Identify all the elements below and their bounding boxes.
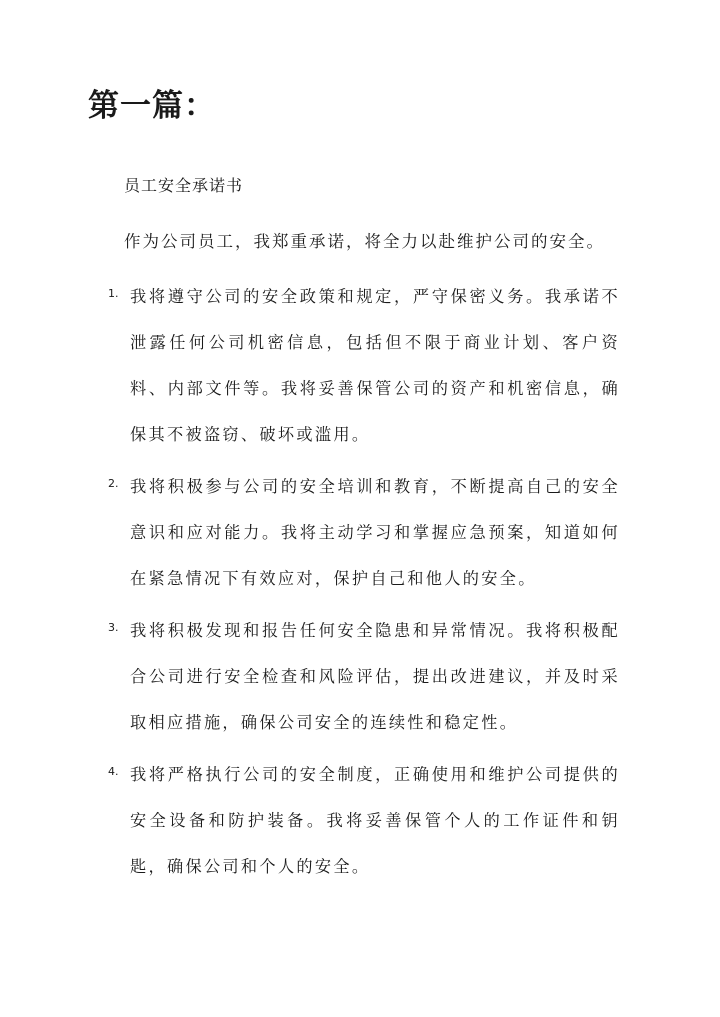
list-item-number: 2. (108, 477, 119, 490)
list-item-text: 我将积极发现和报告任何安全隐患和异常情况。我将积极配合公司进行安全检查和风险评估，提出改进建议，并及时采取相应措施，确保公司安全的连续性和稳定性。 (130, 621, 620, 732)
list-item-number: 1. (108, 287, 119, 300)
list-item-number: 3. (108, 621, 119, 634)
page-heading: 第一篇： (88, 88, 216, 124)
list-item-number: 4. (108, 765, 119, 778)
list-item-text: 我将积极参与公司的安全培训和教育，不断提高自己的安全意识和应对能力。我将主动学习和掌握应急预案，知道如何在紧急情况下有效应对，保护自己和他人的安全。 (130, 477, 620, 588)
document-subtitle: 员工安全承诺书 (124, 176, 244, 195)
intro-paragraph: 作为公司员工，我郑重承诺，将全力以赴维护公司的安全。 (124, 232, 605, 251)
list-item-text: 我将严格执行公司的安全制度，正确使用和维护公司提供的安全设备和防护装备。我将妥善保管个人的工作证件和钥匙，确保公司和个人的安全。 (130, 765, 620, 876)
list-item-text: 我将遵守公司的安全政策和规定，严守保密义务。我承诺不泄露任何公司机密信息，包括但不限于商业计划、客户资料、内部文件等。我将妥善保管公司的资产和机密信息，确保其不被盗窃、破坏或滥用。 (130, 287, 620, 444)
